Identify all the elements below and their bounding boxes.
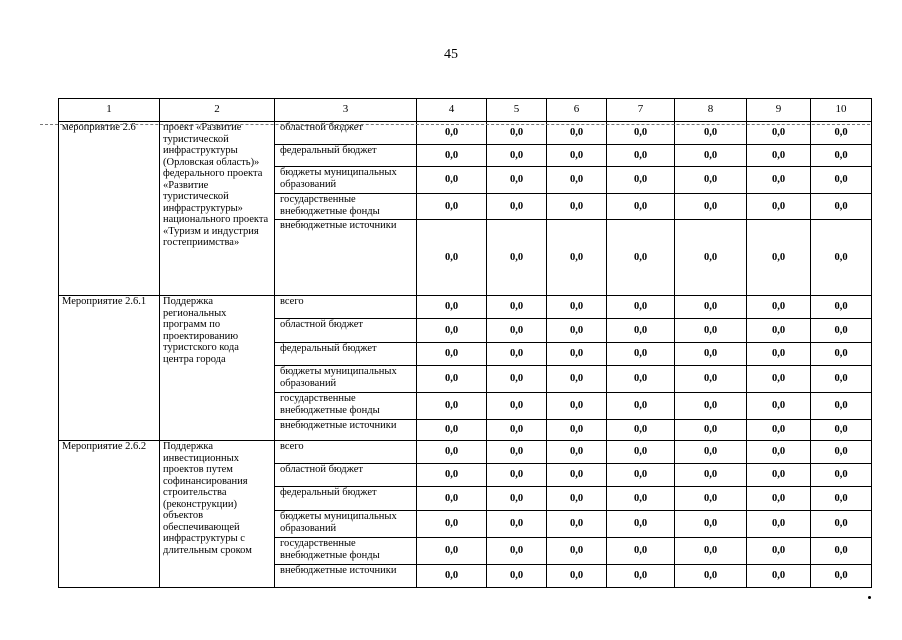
amount-cell: 0,0 xyxy=(675,343,747,366)
amount-cell: 0,0 xyxy=(675,167,747,194)
amount-cell: 0,0 xyxy=(675,366,747,393)
amount-cell: 0,0 xyxy=(487,366,547,393)
amount-cell: 0,0 xyxy=(547,464,607,487)
amount-cell: 0,0 xyxy=(811,420,872,441)
amount-cell: 0,0 xyxy=(487,122,547,145)
amount-cell: 0,0 xyxy=(487,487,547,511)
amount-cell: 0,0 xyxy=(487,296,547,319)
amount-cell: 0,0 xyxy=(675,487,747,511)
amount-cell: 0,0 xyxy=(417,565,487,588)
amount-cell: 0,0 xyxy=(547,565,607,588)
amount-cell: 0,0 xyxy=(547,122,607,145)
column-header: 6 xyxy=(547,99,607,122)
amount-cell: 0,0 xyxy=(811,343,872,366)
amount-cell: 0,0 xyxy=(747,420,811,441)
amount-cell: 0,0 xyxy=(417,220,487,296)
amount-cell: 0,0 xyxy=(487,511,547,538)
amount-cell: 0,0 xyxy=(747,319,811,343)
column-header: 3 xyxy=(275,99,417,122)
amount-cell: 0,0 xyxy=(675,565,747,588)
column-header: 2 xyxy=(160,99,275,122)
amount-cell: 0,0 xyxy=(747,393,811,420)
amount-cell: 0,0 xyxy=(487,343,547,366)
amount-cell: 0,0 xyxy=(675,393,747,420)
budget-table xyxy=(58,98,872,588)
funding-source: областной бюджет xyxy=(275,319,417,343)
amount-cell: 0,0 xyxy=(811,366,872,393)
amount-cell: 0,0 xyxy=(747,487,811,511)
amount-cell: 0,0 xyxy=(675,194,747,220)
amount-cell: 0,0 xyxy=(811,145,872,167)
amount-cell: 0,0 xyxy=(607,319,675,343)
amount-cell: 0,0 xyxy=(747,343,811,366)
amount-cell: 0,0 xyxy=(811,122,872,145)
amount-cell: 0,0 xyxy=(747,220,811,296)
amount-cell: 0,0 xyxy=(811,393,872,420)
amount-cell: 0,0 xyxy=(547,145,607,167)
amount-cell: 0,0 xyxy=(811,220,872,296)
amount-cell: 0,0 xyxy=(607,220,675,296)
activity-name: Поддержка инвестиционных проектов путем софинансирования строительства (реконструкции) объектов обеспечивающей инфраструктуры с длительным сроком xyxy=(160,441,275,588)
column-header: 8 xyxy=(675,99,747,122)
amount-cell: 0,0 xyxy=(747,441,811,464)
amount-cell: 0,0 xyxy=(675,319,747,343)
amount-cell: 0,0 xyxy=(547,487,607,511)
column-header: 10 xyxy=(811,99,872,122)
amount-cell: 0,0 xyxy=(747,366,811,393)
funding-source: бюджеты муниципальных образований xyxy=(275,167,417,194)
column-header: 9 xyxy=(747,99,811,122)
funding-source: бюджеты муниципальных образований xyxy=(275,511,417,538)
amount-cell: 0,0 xyxy=(547,441,607,464)
amount-cell: 0,0 xyxy=(487,194,547,220)
amount-cell: 0,0 xyxy=(487,420,547,441)
header-row xyxy=(59,99,872,122)
activity-code: мероприятие 2.6 xyxy=(59,122,160,296)
amount-cell: 0,0 xyxy=(547,420,607,441)
amount-cell: 0,0 xyxy=(675,145,747,167)
funding-source: федеральный бюджет xyxy=(275,487,417,511)
amount-cell: 0,0 xyxy=(487,393,547,420)
funding-source: внебюджетные источники xyxy=(275,420,417,441)
funding-source: государственные внебюджетные фонды xyxy=(275,538,417,565)
amount-cell: 0,0 xyxy=(747,194,811,220)
amount-cell: 0,0 xyxy=(607,296,675,319)
amount-cell: 0,0 xyxy=(811,487,872,511)
amount-cell: 0,0 xyxy=(747,464,811,487)
funding-source: областной бюджет xyxy=(275,464,417,487)
amount-cell: 0,0 xyxy=(811,194,872,220)
amount-cell: 0,0 xyxy=(487,145,547,167)
amount-cell: 0,0 xyxy=(607,565,675,588)
amount-cell: 0,0 xyxy=(607,194,675,220)
amount-cell: 0,0 xyxy=(417,464,487,487)
funding-source: бюджеты муниципальных образований xyxy=(275,366,417,393)
amount-cell: 0,0 xyxy=(747,122,811,145)
amount-cell: 0,0 xyxy=(747,565,811,588)
amount-cell: 0,0 xyxy=(675,538,747,565)
amount-cell: 0,0 xyxy=(417,296,487,319)
scan-dashed-line xyxy=(40,124,870,125)
amount-cell: 0,0 xyxy=(811,167,872,194)
amount-cell: 0,0 xyxy=(747,145,811,167)
amount-cell: 0,0 xyxy=(547,538,607,565)
scan-dot xyxy=(868,596,871,599)
amount-cell: 0,0 xyxy=(607,464,675,487)
column-header: 7 xyxy=(607,99,675,122)
amount-cell: 0,0 xyxy=(811,296,872,319)
amount-cell: 0,0 xyxy=(417,145,487,167)
activity-code: Мероприятие 2.6.2 xyxy=(59,441,160,588)
amount-cell: 0,0 xyxy=(747,511,811,538)
amount-cell: 0,0 xyxy=(417,366,487,393)
amount-cell: 0,0 xyxy=(607,393,675,420)
activity-code: Мероприятие 2.6.1 xyxy=(59,296,160,441)
amount-cell: 0,0 xyxy=(747,538,811,565)
amount-cell: 0,0 xyxy=(417,343,487,366)
amount-cell: 0,0 xyxy=(417,487,487,511)
activity-name: Поддержка региональных программ по проектированию туристского кода центра города xyxy=(160,296,275,441)
funding-source: государственные внебюджетные фонды xyxy=(275,393,417,420)
amount-cell: 0,0 xyxy=(811,538,872,565)
column-header: 1 xyxy=(59,99,160,122)
amount-cell: 0,0 xyxy=(417,420,487,441)
amount-cell: 0,0 xyxy=(675,420,747,441)
activity-name: проект «Развитие туристической инфраструктуры (Орловская область)» федерального проекта «Развитие туристической инфраструктуры» национального проекта «Туризм и индустрия гостеприимства» xyxy=(160,122,275,296)
amount-cell: 0,0 xyxy=(547,296,607,319)
amount-cell: 0,0 xyxy=(547,511,607,538)
funding-source: федеральный бюджет xyxy=(275,343,417,366)
amount-cell: 0,0 xyxy=(417,194,487,220)
amount-cell: 0,0 xyxy=(675,441,747,464)
amount-cell: 0,0 xyxy=(417,538,487,565)
page-number: 45 xyxy=(444,47,458,62)
amount-cell: 0,0 xyxy=(811,464,872,487)
amount-cell: 0,0 xyxy=(607,487,675,511)
amount-cell: 0,0 xyxy=(417,511,487,538)
amount-cell: 0,0 xyxy=(811,319,872,343)
amount-cell: 0,0 xyxy=(487,441,547,464)
amount-cell: 0,0 xyxy=(417,393,487,420)
amount-cell: 0,0 xyxy=(607,167,675,194)
amount-cell: 0,0 xyxy=(417,319,487,343)
amount-cell: 0,0 xyxy=(417,441,487,464)
amount-cell: 0,0 xyxy=(547,220,607,296)
amount-cell: 0,0 xyxy=(811,565,872,588)
column-header: 4 xyxy=(417,99,487,122)
table-row xyxy=(59,296,872,319)
amount-cell: 0,0 xyxy=(675,464,747,487)
amount-cell: 0,0 xyxy=(547,167,607,194)
amount-cell: 0,0 xyxy=(547,194,607,220)
amount-cell: 0,0 xyxy=(607,366,675,393)
column-header: 5 xyxy=(487,99,547,122)
amount-cell: 0,0 xyxy=(547,343,607,366)
amount-cell: 0,0 xyxy=(607,145,675,167)
amount-cell: 0,0 xyxy=(487,220,547,296)
amount-cell: 0,0 xyxy=(607,420,675,441)
amount-cell: 0,0 xyxy=(487,464,547,487)
amount-cell: 0,0 xyxy=(811,441,872,464)
amount-cell: 0,0 xyxy=(675,296,747,319)
funding-source: внебюджетные источники xyxy=(275,220,417,296)
amount-cell: 0,0 xyxy=(487,167,547,194)
amount-cell: 0,0 xyxy=(675,511,747,538)
amount-cell: 0,0 xyxy=(607,511,675,538)
amount-cell: 0,0 xyxy=(811,511,872,538)
funding-source: областной бюджет xyxy=(275,122,417,145)
amount-cell: 0,0 xyxy=(487,538,547,565)
funding-source: внебюджетные источники xyxy=(275,565,417,588)
table-row xyxy=(59,441,872,464)
amount-cell: 0,0 xyxy=(417,122,487,145)
funding-source: всего xyxy=(275,296,417,319)
amount-cell: 0,0 xyxy=(607,538,675,565)
amount-cell: 0,0 xyxy=(747,296,811,319)
amount-cell: 0,0 xyxy=(487,565,547,588)
funding-source: всего xyxy=(275,441,417,464)
amount-cell: 0,0 xyxy=(675,220,747,296)
amount-cell: 0,0 xyxy=(607,343,675,366)
amount-cell: 0,0 xyxy=(547,319,607,343)
amount-cell: 0,0 xyxy=(675,122,747,145)
amount-cell: 0,0 xyxy=(487,319,547,343)
amount-cell: 0,0 xyxy=(607,441,675,464)
funding-source: государственные внебюджетные фонды xyxy=(275,194,417,220)
amount-cell: 0,0 xyxy=(547,393,607,420)
amount-cell: 0,0 xyxy=(417,167,487,194)
funding-source: федеральный бюджет xyxy=(275,145,417,167)
amount-cell: 0,0 xyxy=(547,366,607,393)
amount-cell: 0,0 xyxy=(747,167,811,194)
amount-cell: 0,0 xyxy=(607,122,675,145)
